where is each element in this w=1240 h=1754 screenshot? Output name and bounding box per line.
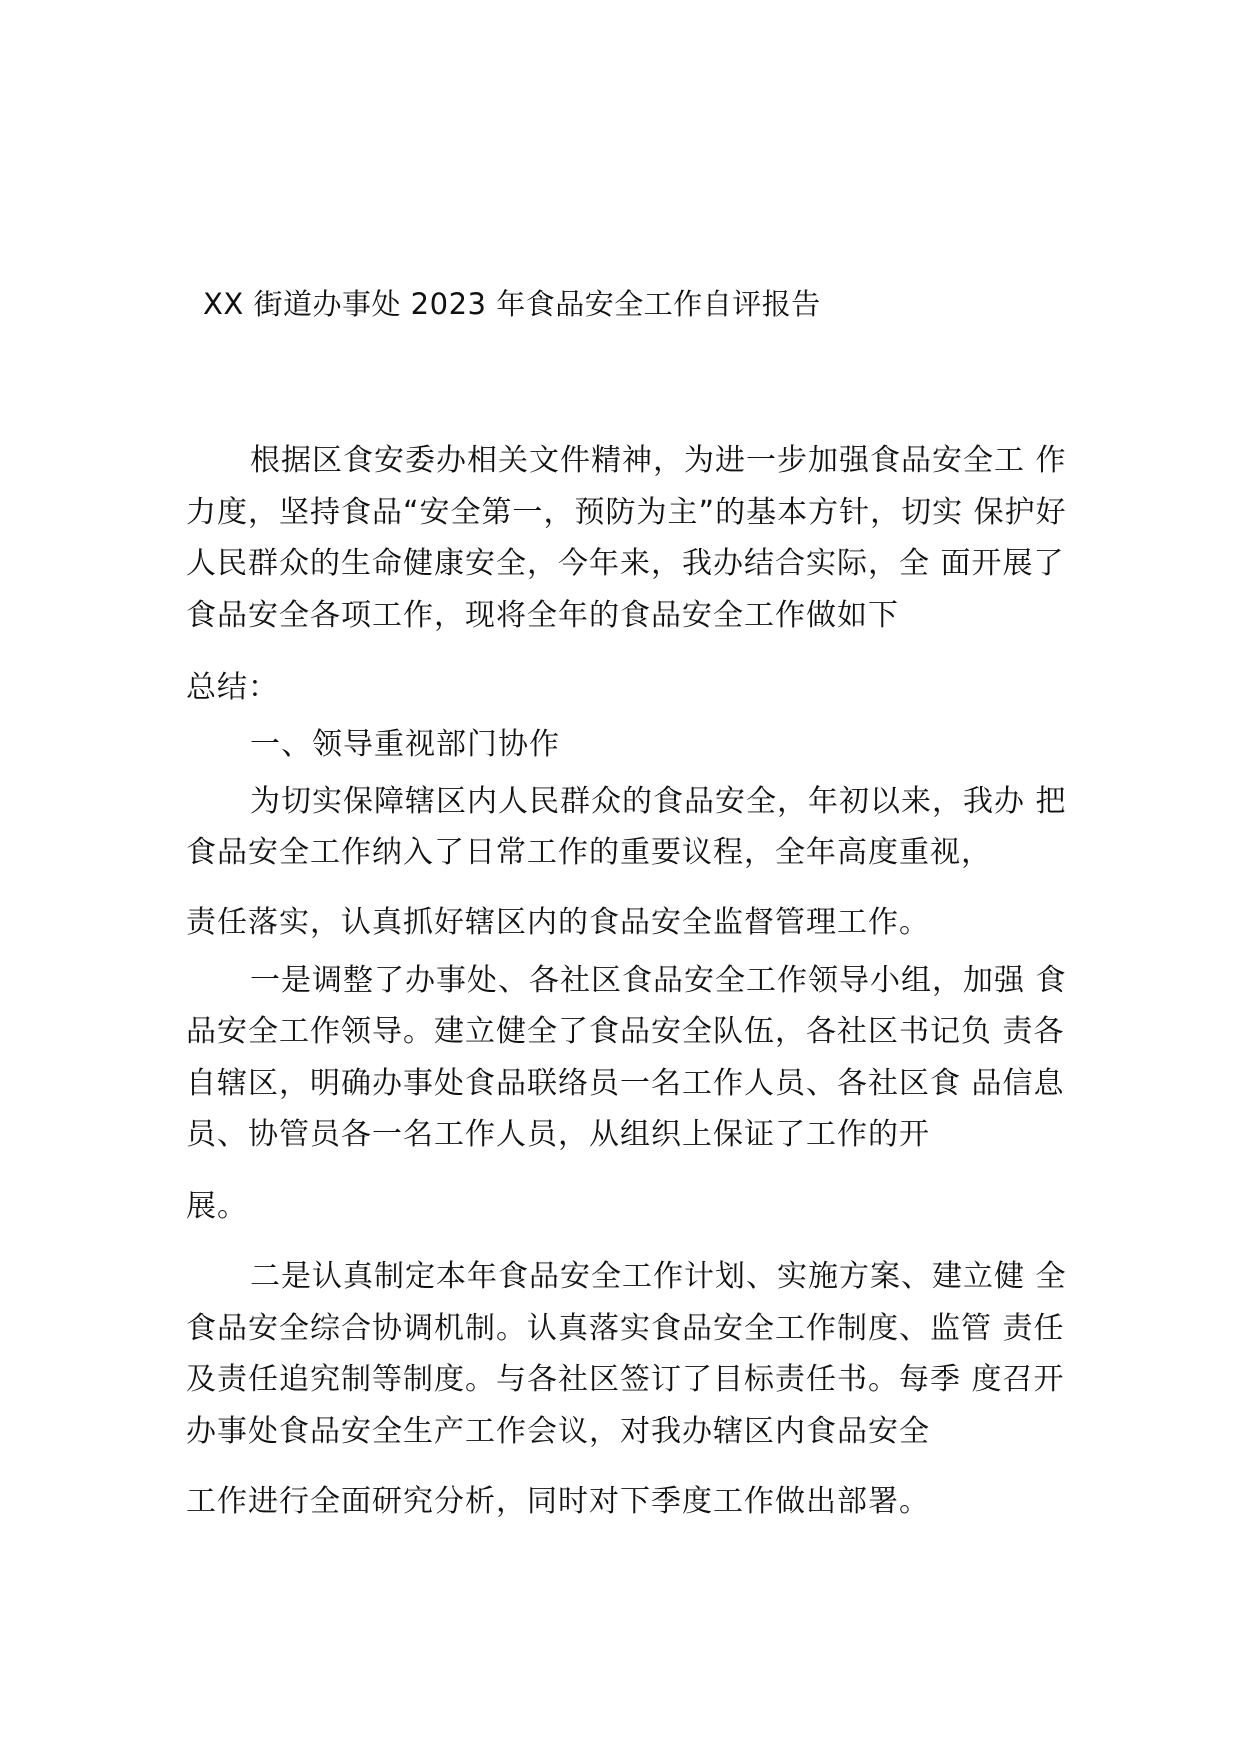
paragraph-line: 总结： xyxy=(186,670,279,705)
paragraph-line: 根据区食安委办相关文件精神，为进一步加强食品安全工 作 xyxy=(250,443,1067,478)
paragraph-line: 人民群众的生命健康安全，今年来，我办结合实际，全 面开展了 xyxy=(186,546,1065,581)
paragraph-line: 食品安全综合协调机制。认真落实食品安全工作制度、监管 责任 xyxy=(186,1311,1065,1346)
paragraph-line: 办事处食品安全生产工作会议，对我办辖区内食品安全 xyxy=(186,1414,930,1449)
paragraph-line: 及责任追究制等制度。与各社区签订了目标责任书。每季 度召开 xyxy=(186,1362,1065,1397)
paragraph-line: 力度，坚持食品“安全第一，预防为主”的基本方针，切实 保护好 xyxy=(186,495,1067,530)
paragraph-line: 工作进行全面研究分析，同时对下季度工作做出部署。 xyxy=(186,1484,930,1519)
paragraph-line: 责任落实，认真抓好辖区内的食品安全监督管理工作。 xyxy=(186,905,930,940)
paragraph-line: 为切实保障辖区内人民群众的食品安全，年初以来，我办 把 xyxy=(250,784,1067,819)
section-heading: 一、领导重视部门协作 xyxy=(250,727,560,762)
paragraph-line: 食品安全各项工作，现将全年的食品安全工作做如下 xyxy=(186,598,899,633)
paragraph-line: 展。 xyxy=(186,1189,248,1224)
paragraph-line: 自辖区，明确办事处食品联络员一名工作人员、各社区食 品信息 xyxy=(186,1066,1065,1101)
paragraph-line: 食品安全工作纳入了日常工作的重要议程，全年高度重视， xyxy=(186,835,992,870)
paragraph-line: 员、协管员各一名工作人员，从组织上保证了工作的开 xyxy=(186,1117,930,1152)
paragraph-line: 品安全工作领导。建立健全了食品安全队伍，各社区书记负 责各 xyxy=(186,1014,1065,1049)
document-title: XX 街道办事处 2023 年食品安全工作自评报告 xyxy=(203,287,821,321)
paragraph-line: 二是认真制定本年食品安全工作计划、实施方案、建立健 全 xyxy=(250,1259,1067,1294)
paragraph-line: 一是调整了办事处、各社区食品安全工作领导小组，加强 食 xyxy=(250,963,1067,998)
